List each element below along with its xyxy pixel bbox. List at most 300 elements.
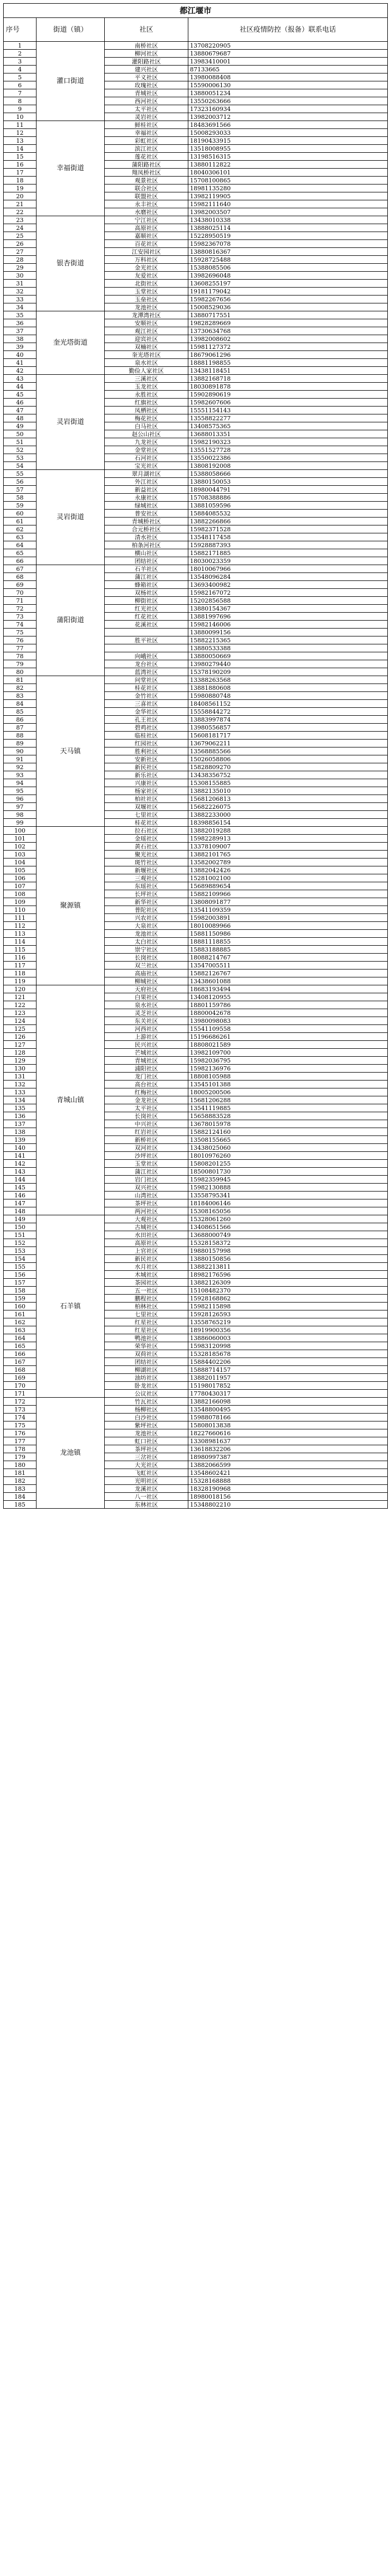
row-index: 156: [4, 1271, 37, 1279]
community-name: 联合社区: [105, 184, 188, 192]
row-index: 121: [4, 993, 37, 1001]
phone-number: 18005200506: [188, 1088, 388, 1096]
community-name: 南桥社区: [105, 42, 188, 50]
community-name: 太白社区: [105, 938, 188, 946]
phone-number: 15882124160: [188, 1128, 388, 1136]
row-index: 24: [4, 224, 37, 232]
row-index: 180: [4, 1461, 37, 1469]
community-name: 玫瑰社区: [105, 81, 188, 89]
phone-number: 15928168862: [188, 1295, 388, 1303]
street-name: 蒲阳街道: [37, 565, 105, 676]
community-name: 茶坪社区: [105, 1199, 188, 1207]
community-name: 高庙社区: [105, 970, 188, 977]
row-index: 158: [4, 1287, 37, 1295]
community-name: 卧龙社区: [105, 1382, 188, 1390]
row-index: 75: [4, 629, 37, 636]
row-index: 98: [4, 811, 37, 819]
community-name: 灵岩社区: [105, 113, 188, 121]
row-index: 16: [4, 161, 37, 169]
row-index: 95: [4, 787, 37, 795]
row-index: 62: [4, 525, 37, 533]
community-name: 永胜社区: [105, 391, 188, 399]
phone-number: 13438010338: [188, 216, 388, 224]
row-index: 26: [4, 240, 37, 248]
phone-number: 13378109007: [188, 843, 388, 851]
community-name: 岩门社区: [105, 1176, 188, 1184]
phone-number: 13550263666: [188, 97, 388, 105]
row-index: 184: [4, 1493, 37, 1501]
row-index: 159: [4, 1295, 37, 1303]
phone-number: 15608181717: [188, 732, 388, 740]
phone-number: 13508155665: [188, 1136, 388, 1144]
community-name: 双堰社区: [105, 803, 188, 811]
community-name: 普安社区: [105, 510, 188, 518]
phone-number: 18184006146: [188, 1199, 388, 1207]
phone-number: 13983410001: [188, 58, 388, 66]
community-name: 水田社区: [105, 1231, 188, 1239]
row-index: 81: [4, 676, 37, 684]
row-index: 50: [4, 430, 37, 438]
community-name: 水月社区: [105, 1263, 188, 1271]
phone-number: 13688013351: [188, 430, 388, 438]
community-name: 七里社区: [105, 1310, 188, 1318]
community-name: 东瑶社区: [105, 882, 188, 890]
phone-number: 13693400982: [188, 581, 388, 589]
row-index: 170: [4, 1382, 37, 1390]
row-index: 37: [4, 327, 37, 335]
phone-number: 15708388886: [188, 494, 388, 502]
street-name: 石羊镇: [37, 1215, 105, 1398]
community-name: 彩虹社区: [105, 137, 188, 145]
community-name: 凤栖社区: [105, 407, 188, 414]
row-index: 19: [4, 184, 37, 192]
row-index: 5: [4, 73, 37, 81]
phone-number: 13882233000: [188, 811, 388, 819]
row-index: 15: [4, 153, 37, 161]
contact-table: [3, 17, 388, 1509]
row-index: 133: [4, 1088, 37, 1096]
phone-number: 18800042678: [188, 1009, 388, 1017]
phone-number: 13881997696: [188, 613, 388, 621]
row-index: 43: [4, 375, 37, 383]
street-name: 幸福街道: [37, 121, 105, 216]
community-name: 宝光社区: [105, 462, 188, 470]
row-index: 177: [4, 1437, 37, 1445]
row-index: 13: [4, 137, 37, 145]
phone-number: 15590006130: [188, 81, 388, 89]
community-name: 问堂社区: [105, 676, 188, 684]
row-index: 111: [4, 914, 37, 922]
community-name: 新民社区: [105, 1255, 188, 1263]
community-name: 江安园社区: [105, 248, 188, 256]
street-name: 龙池镇: [37, 1398, 105, 1509]
phone-number: 13408120955: [188, 993, 388, 1001]
row-index: 171: [4, 1390, 37, 1398]
phone-number: 18679061296: [188, 351, 388, 359]
phone-number: 15202856588: [188, 597, 388, 605]
community-name: 大光社区: [105, 1461, 188, 1469]
street-name: 灌口街道: [37, 42, 105, 121]
row-index: 185: [4, 1501, 37, 1509]
community-name: 沙坪社区: [105, 1152, 188, 1160]
community-name: 双荷社区: [105, 1350, 188, 1358]
phone-number: 15981127372: [188, 343, 388, 351]
phone-number: 15348802210: [188, 1501, 388, 1509]
community-name: 山湾社区: [105, 1192, 188, 1199]
row-index: 45: [4, 391, 37, 399]
phone-number: 15982607606: [188, 399, 388, 407]
community-name: 天府社区: [105, 985, 188, 993]
community-name: 柳河社区: [105, 50, 188, 58]
phone-number: 18801159786: [188, 1001, 388, 1009]
table-body: [4, 42, 388, 1509]
community-name: 拉石社区: [105, 827, 188, 835]
phone-number: 18398856154: [188, 819, 388, 827]
row-index: 163: [4, 1326, 37, 1334]
table-row: [4, 827, 388, 835]
row-index: 148: [4, 1207, 37, 1215]
phone-number: 15682226075: [188, 803, 388, 811]
row-index: 53: [4, 454, 37, 462]
row-index: 58: [4, 494, 37, 502]
community-name: 水磨社区: [105, 208, 188, 216]
phone-number: 18010976260: [188, 1152, 388, 1160]
phone-number: 15882109966: [188, 890, 388, 898]
community-name: 三观社区: [105, 874, 188, 882]
phone-number: 13980098083: [188, 1017, 388, 1025]
phone-number: 13568885566: [188, 747, 388, 755]
row-index: 22: [4, 208, 37, 216]
phone-number: 15983120998: [188, 1342, 388, 1350]
phone-number: 15808201255: [188, 1160, 388, 1168]
community-name: 双河社区: [105, 1144, 188, 1152]
community-name: 金华社区: [105, 708, 188, 716]
community-name: 三岔社区: [105, 1453, 188, 1461]
phone-number: 13886060003: [188, 1334, 388, 1342]
page-title: 都江堰市: [3, 3, 388, 17]
community-name: 飞虹社区: [105, 1469, 188, 1477]
community-name: 蒲江社区: [105, 1168, 188, 1176]
row-index: 82: [4, 684, 37, 692]
row-index: 54: [4, 462, 37, 470]
phone-number: 15982003891: [188, 914, 388, 922]
row-index: 126: [4, 1033, 37, 1041]
community-name: 向峨社区: [105, 652, 188, 660]
community-name: 太平社区: [105, 105, 188, 113]
row-index: 160: [4, 1303, 37, 1310]
row-index: 28: [4, 256, 37, 264]
row-index: 78: [4, 652, 37, 660]
phone-number: 18040306101: [188, 169, 388, 177]
row-index: 117: [4, 962, 37, 970]
row-index: 64: [4, 541, 37, 549]
row-index: 91: [4, 755, 37, 763]
phone-number: 13880533388: [188, 644, 388, 652]
row-index: 69: [4, 581, 37, 589]
row-index: 72: [4, 605, 37, 613]
row-index: 122: [4, 1001, 37, 1009]
community-name: 清水社区: [105, 533, 188, 541]
phone-number: 19181179042: [188, 288, 388, 296]
community-name: 河西社区: [105, 1025, 188, 1033]
row-index: 140: [4, 1144, 37, 1152]
phone-number: 13548602421: [188, 1469, 388, 1477]
phone-number: 13880150053: [188, 478, 388, 486]
community-name: 九龙社区: [105, 438, 188, 446]
phone-number: 18980018156: [188, 1493, 388, 1501]
row-index: 51: [4, 438, 37, 446]
phone-number: 13882066599: [188, 1461, 388, 1469]
phone-number: 18808105988: [188, 1073, 388, 1081]
community-name: 迎宾社区: [105, 335, 188, 343]
table-row: [4, 676, 388, 684]
row-index: 131: [4, 1073, 37, 1081]
community-name: 青城桥社区: [105, 518, 188, 525]
phone-number: 15328185678: [188, 1350, 388, 1358]
community-name: 桂花社区: [105, 684, 188, 692]
row-index: 97: [4, 803, 37, 811]
row-index: 176: [4, 1429, 37, 1437]
community-name: 柏条河社区: [105, 541, 188, 549]
phone-number: 13618832206: [188, 1445, 388, 1453]
phone-number: 15881150986: [188, 930, 388, 938]
community-name: 金堂社区: [105, 446, 188, 454]
phone-number: 19880157998: [188, 1247, 388, 1255]
community-name: 金龙社区: [105, 1096, 188, 1104]
phone-number: 15982190323: [188, 438, 388, 446]
row-index: 144: [4, 1176, 37, 1184]
row-index: 101: [4, 835, 37, 843]
phone-number: 18980997387: [188, 1453, 388, 1461]
phone-number: 15681206288: [188, 1096, 388, 1104]
row-index: 36: [4, 319, 37, 327]
row-index: 149: [4, 1215, 37, 1223]
row-index: 39: [4, 343, 37, 351]
community-name: 高台社区: [105, 1081, 188, 1088]
phone-number: 15681206813: [188, 795, 388, 803]
row-index: 12: [4, 129, 37, 137]
row-index: 46: [4, 399, 37, 407]
phone-number: 15328168888: [188, 1477, 388, 1485]
community-name: 双楠社区: [105, 343, 188, 351]
row-index: 139: [4, 1136, 37, 1144]
phone-number: 15388058666: [188, 470, 388, 478]
community-name: 红星社区: [105, 1318, 188, 1326]
phone-number: 17323160934: [188, 105, 388, 113]
row-index: 154: [4, 1255, 37, 1263]
community-name: 合元桥社区: [105, 525, 188, 533]
community-name: 金光社区: [105, 264, 188, 272]
community-name: 石羊社区: [105, 565, 188, 573]
phone-number: 13730634768: [188, 327, 388, 335]
row-index: 127: [4, 1041, 37, 1049]
community-name: 杨家社区: [105, 787, 188, 795]
phone-number: 15689889654: [188, 882, 388, 890]
street-name: 天马镇: [37, 676, 105, 827]
community-name: 荣华社区: [105, 1342, 188, 1350]
phone-number: 15982146006: [188, 621, 388, 629]
row-index: 96: [4, 795, 37, 803]
street-name: 青城山镇: [37, 985, 105, 1215]
phone-number: 13882166098: [188, 1398, 388, 1406]
phone-number: 13980088408: [188, 73, 388, 81]
community-name: 双兰社区: [105, 962, 188, 970]
row-index: 152: [4, 1239, 37, 1247]
row-index: 76: [4, 636, 37, 644]
row-index: 138: [4, 1128, 37, 1136]
row-index: 120: [4, 985, 37, 993]
row-index: 94: [4, 779, 37, 787]
community-name: 新堰社区: [105, 866, 188, 874]
row-index: 52: [4, 446, 37, 454]
row-index: 124: [4, 1017, 37, 1025]
community-name: 八一社区: [105, 1493, 188, 1501]
community-name: 红园社区: [105, 740, 188, 747]
phone-number: 15008293033: [188, 129, 388, 137]
community-name: 幸福社区: [105, 129, 188, 137]
community-name: 蜂箱社区: [105, 581, 188, 589]
community-name: 胜利社区: [105, 747, 188, 755]
row-index: 77: [4, 644, 37, 652]
community-name: 黄石社区: [105, 843, 188, 851]
community-name: 金瑶社区: [105, 835, 188, 843]
phone-number: 15982267656: [188, 296, 388, 303]
phone-number: 13808091877: [188, 898, 388, 906]
row-index: 1: [4, 42, 37, 50]
community-name: 永康社区: [105, 494, 188, 502]
phone-number: 13558795341: [188, 1192, 388, 1199]
table-row: [4, 42, 388, 50]
phone-number: 15988078166: [188, 1414, 388, 1421]
phone-number: 13888025114: [188, 224, 388, 232]
phone-number: 15196686261: [188, 1033, 388, 1041]
row-index: 25: [4, 232, 37, 240]
row-index: 175: [4, 1421, 37, 1429]
phone-number: 18808021589: [188, 1041, 388, 1049]
community-name: 龙池社区: [105, 930, 188, 938]
phone-number: 13982008602: [188, 335, 388, 343]
phone-number: 13880051234: [188, 89, 388, 97]
community-name: 梅花社区: [105, 414, 188, 422]
community-name: 新华社区: [105, 898, 188, 906]
community-name: 蒲江社区: [105, 573, 188, 581]
row-index: 116: [4, 954, 37, 962]
table-row: [4, 985, 388, 993]
phone-number: 13541109359: [188, 906, 388, 914]
row-index: 34: [4, 303, 37, 311]
row-index: 143: [4, 1168, 37, 1176]
phone-number: 15928126593: [188, 1310, 388, 1318]
phone-number: 18881118855: [188, 938, 388, 946]
phone-number: 15328061260: [188, 1215, 388, 1223]
community-name: 古城社区: [105, 1223, 188, 1231]
row-index: 47: [4, 407, 37, 414]
phone-number: 13608255197: [188, 280, 388, 288]
phone-number: 15228950519: [188, 232, 388, 240]
row-index: 4: [4, 66, 37, 73]
phone-number: 13880816367: [188, 248, 388, 256]
phone-number: 15308165056: [188, 1207, 388, 1215]
phone-number: 13882011957: [188, 1374, 388, 1382]
community-name: 孔王社区: [105, 716, 188, 724]
row-index: 136: [4, 1112, 37, 1120]
phone-number: 13882135010: [188, 787, 388, 795]
community-name: 聚光社区: [105, 851, 188, 858]
community-name: 兴康社区: [105, 779, 188, 787]
phone-number: 15980880748: [188, 692, 388, 700]
phone-number: 13883997874: [188, 716, 388, 724]
phone-number: 15982111640: [188, 200, 388, 208]
street-name: 灵岩街道: [37, 375, 105, 470]
community-name: 兴农社区: [105, 914, 188, 922]
community-name: 普陀社区: [105, 906, 188, 914]
community-name: 翠月湖社区: [105, 470, 188, 478]
phone-number: 13438025060: [188, 1144, 388, 1152]
street-name: 灵岩街道: [37, 470, 105, 565]
row-index: 165: [4, 1342, 37, 1350]
community-name: 勤俭人家社区: [105, 367, 188, 375]
phone-number: 13880050669: [188, 652, 388, 660]
community-name: 嘉顺社区: [105, 232, 188, 240]
row-index: 21: [4, 200, 37, 208]
community-name: 新乐社区: [105, 771, 188, 779]
phone-number: 13982119905: [188, 192, 388, 200]
phone-number: 13982696048: [188, 272, 388, 280]
community-name: 上官社区: [105, 1247, 188, 1255]
community-name: 新民社区: [105, 763, 188, 771]
community-name: 光明社区: [105, 1477, 188, 1485]
phone-number: 13541119885: [188, 1104, 388, 1112]
phone-number: 18408561152: [188, 700, 388, 708]
row-index: 63: [4, 533, 37, 541]
phone-number: 15982359945: [188, 1176, 388, 1184]
community-name: 龙门社区: [105, 1073, 188, 1081]
phone-number: 13582002789: [188, 858, 388, 866]
row-index: 182: [4, 1477, 37, 1485]
phone-number: 15008529036: [188, 303, 388, 311]
table-row: [4, 216, 388, 224]
row-index: 119: [4, 977, 37, 985]
row-index: 59: [4, 502, 37, 510]
row-index: 141: [4, 1152, 37, 1160]
community-name: 长坪社区: [105, 890, 188, 898]
phone-number: 13882019288: [188, 827, 388, 835]
row-index: 6: [4, 81, 37, 89]
table-row: [4, 121, 388, 129]
phone-number: 13438601088: [188, 977, 388, 985]
community-name: 长岗社区: [105, 954, 188, 962]
column-header-index: 序号: [4, 18, 37, 42]
community-name: 滨江社区: [105, 145, 188, 153]
community-name: 玉堂社区: [105, 288, 188, 296]
phone-number: 15888714157: [188, 1366, 388, 1374]
community-name: 红旗社区: [105, 399, 188, 407]
phone-number: 13880150856: [188, 1255, 388, 1263]
community-name: 友爱社区: [105, 272, 188, 280]
column-header-community: 社区: [105, 18, 188, 42]
phone-number: 15882215365: [188, 636, 388, 644]
row-index: 173: [4, 1406, 37, 1414]
phone-number: 15658883528: [188, 1112, 388, 1120]
row-index: 74: [4, 621, 37, 629]
community-name: 鸭池社区: [105, 1334, 188, 1342]
row-index: 168: [4, 1366, 37, 1374]
community-name: 横山社区: [105, 549, 188, 557]
community-name: 油坊社区: [105, 1374, 188, 1382]
row-index: 106: [4, 874, 37, 882]
phone-number: 13882168718: [188, 375, 388, 383]
community-name: 观江社区: [105, 327, 188, 335]
